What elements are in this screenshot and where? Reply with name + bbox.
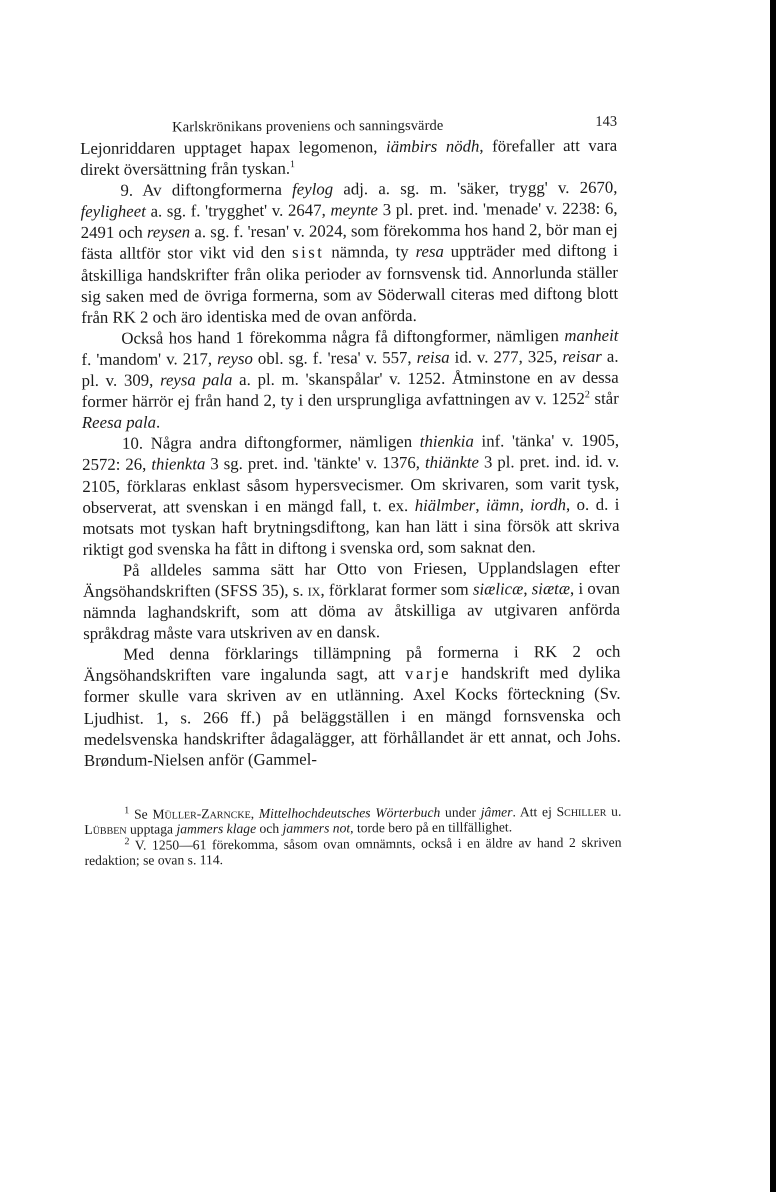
page-header (80, 109, 617, 138)
paragraph-10: 10. Några andra diftongformer, nämligen thienkia inf. 'tänka' v. 1905, 2572: 26, thienkta 3 sg. pret. ind. 'tänkte' v. 1376, thiänkte 3 pl. pret. ind. id. v. 2105, förklaras enklast såsom hypersvecismer. Om skrivaren, som varit tysk, observerat, att svenskan i en mängd fall, t. ex. hiälmber, iämn, iordh, o. d. i motsats mot tyskan haft brytningsdiftong, kan han lätt i sina försök att skriva riktigt god svenska ha fått in diftong i svenska ord, som saknat den. (82, 431, 620, 559)
running-title: Karlskrönikans proveniens och sanningsvärde (172, 117, 444, 136)
paragraph-9: 9. Av diftongformerna feylog adj. a. sg. m. 'säker, trygg' v. 2670, feyligheet a. sg. f. 'trygghet' v. 2647, meynte 3 pl. pret. ind. 'menade' v. 2238: 6, 2491 och reysen a. sg. f. 'resan' v. 2024, som förekomma hos hand 2, bör man ej fästa alltför stor vikt vid den sist nämnda, ty resa uppträder med diftong i åtskilliga handskrifter från olika perioder av fornsvensk tid. Annorlunda ställer sig saken med de övriga formerna, som av Söderwall citeras med diftong blott från RK 2 och äro identiska med de ovan anförda. (80, 177, 619, 327)
page-number: 143 (595, 113, 618, 130)
paragraph-hand-1: Också hos hand 1 förekomma några få diftongformer, nämligen manheit f. 'mandom' v. 217, reyso obl. sg. f. 'resa' v. 557, reisa id. v. 277, 325, reisar a. pl. v. 309, reysa pala a. pl. m. 'skanspålar' v. 1252. Åtminstone en av dessa former härrör ej från hand 2, ty i den ursprungliga avfattningen av v. 1252$^2$ står Reesa pala. (81, 325, 619, 433)
body-text (80, 135, 621, 771)
paragraph-continuation: Lejonriddaren upptaget hapax legomenon, iämbirs nödh, förefaller att vara direkt översättning från tyskan.$^1$ (80, 135, 618, 180)
footnote-ref-1: 1 (290, 159, 296, 171)
scan-edge (770, 0, 776, 1192)
footnote-1: $^1$ Se Müller-Zarncke, Mittelhochdeutsches Wörterbuch under jâmer. Att ej Schiller u. Lübben upptaga jammers klage och jammers not, torde bero på en tillfällighet. (84, 803, 622, 838)
paragraph-friesen: På alldeles samma sätt har Otto von Friesen, Upplandslagen efter Ängsöhandskriften (SFSS 35), s. ix, förklarat former som siælicæ, siætæ, i ovan nämnda laghandskrift, som att döma av åtskilliga av utgivaren anförda språkdrag måste vara utskriven av en dansk. (82, 557, 621, 644)
footnote-2: $^2$ V. 1250—61 förekomma, såsom ovan omnämnts, också i en äldre av hand 2 skriven redaktion; se ovan s. 114. (84, 834, 622, 869)
paragraph-conclusion: Med denna förklarings tillämpning på formerna i RK 2 och Ängsöhandskriften vare ingalunda sagt, att varje handskrift med dylika former skulle vara skriven av en utlänning. Axel Kocks förteckning (Sv. Ljudhist. 1, s. 266 ff.) på beläggställen i en mängd fornsvenska och medelsvenska handskrifter ådagalägger, att förhållandet är ett annat, och Johs. Brøndum-Nielsen anför (Gammel- (83, 641, 621, 770)
footnotes (84, 804, 621, 869)
book-page (80, 109, 622, 869)
footnote-ref-2: 2 (584, 389, 590, 401)
